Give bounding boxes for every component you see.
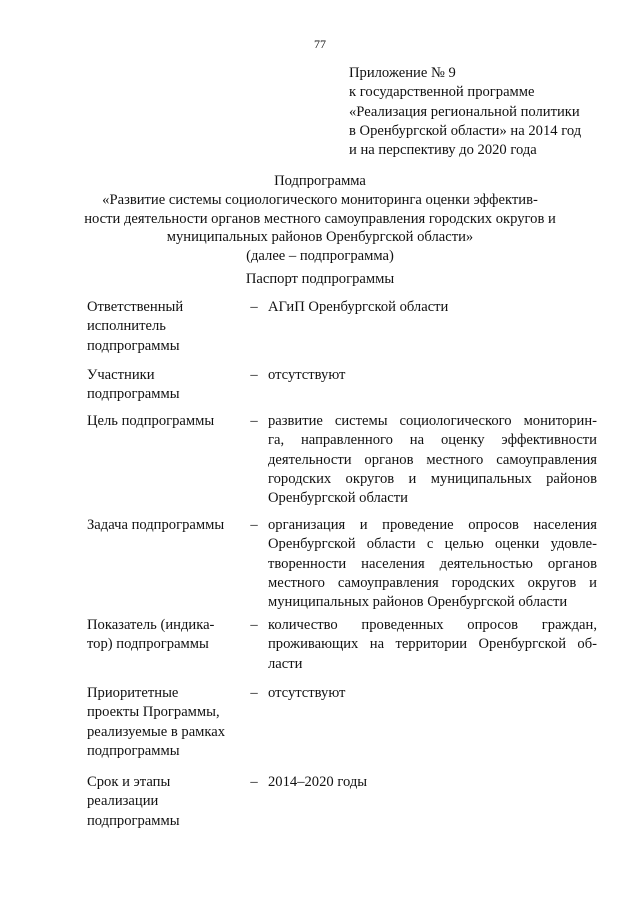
value-line: отсутствуют bbox=[268, 685, 346, 701]
row-dash: – bbox=[250, 517, 258, 533]
heading-line: «Развитие системы социологического мониторинга оценки эффектив- bbox=[102, 191, 538, 208]
row-value bbox=[268, 684, 597, 703]
value-line: городских округов и муниципальных районов bbox=[268, 470, 597, 487]
label-line: проекты Программы, bbox=[87, 704, 220, 721]
appendix-line: в Оренбургской области» на 2014 год bbox=[349, 122, 582, 139]
appendix-line: и на перспективу до 2020 года bbox=[349, 142, 537, 159]
label-line: Цель подпрограммы bbox=[87, 413, 215, 429]
label-line: Приоритетные bbox=[87, 685, 179, 701]
label-line: подпрограммы bbox=[87, 386, 180, 403]
value-line: ласти bbox=[268, 655, 303, 672]
label-line: подпрограммы bbox=[87, 742, 180, 759]
row-dash: – bbox=[250, 367, 258, 383]
value-line: деятельности органов местного самоуправления bbox=[268, 451, 597, 468]
heading-line: Подпрограмма bbox=[274, 173, 366, 189]
heading-line: ности деятельности органов местного самоуправления городских округов и bbox=[84, 210, 556, 227]
label-line: Показатель (индика- bbox=[87, 617, 215, 633]
heading-line: (далее – подпрограмма) bbox=[246, 248, 394, 265]
label-line: тор) подпрограммы bbox=[87, 636, 209, 653]
value-line: муниципальных районов Оренбургской области bbox=[268, 594, 568, 611]
label-line: реализации bbox=[87, 793, 159, 810]
value-line: Оренбургской области bbox=[268, 490, 408, 507]
page-number: 77 bbox=[314, 37, 326, 51]
row-label bbox=[87, 412, 247, 431]
appendix-line: к государственной программе bbox=[349, 84, 535, 101]
label-line: подпрограммы bbox=[87, 812, 180, 829]
value-line: отсутствуют bbox=[268, 367, 346, 383]
row-value bbox=[268, 366, 597, 385]
label-line: исполнитель bbox=[87, 318, 166, 335]
row-value bbox=[268, 516, 597, 612]
row-dash: – bbox=[250, 617, 258, 633]
heading-line: муниципальных районов Оренбургской области» bbox=[166, 229, 474, 246]
value-line: Оренбургской области с целью оценки удовле- bbox=[268, 536, 597, 553]
value-line: 2014–2020 годы bbox=[268, 774, 368, 790]
value-line: АГиП Оренбургской области bbox=[268, 299, 449, 315]
appendix-line: «Реализация региональной политики bbox=[349, 103, 580, 120]
appendix-note bbox=[349, 64, 629, 160]
passport-title: Паспорт подпрограммы bbox=[245, 271, 395, 287]
row-label bbox=[87, 298, 247, 356]
row-label bbox=[87, 616, 247, 655]
label-line: Срок и этапы bbox=[87, 774, 171, 790]
row-dash: – bbox=[250, 774, 258, 790]
value-line: организация и проведение опросов населения bbox=[268, 517, 597, 533]
label-line: Задача подпрограммы bbox=[87, 517, 225, 533]
label-line: Ответственный bbox=[87, 299, 184, 315]
label-line: реализуемые в рамках bbox=[87, 723, 226, 740]
label-line: подпрограммы bbox=[87, 337, 180, 354]
row-value bbox=[268, 298, 597, 317]
value-line: проживающих на территории Оренбургской об- bbox=[268, 636, 597, 653]
value-line: количество проведенных опросов граждан, bbox=[268, 617, 597, 633]
row-value bbox=[268, 616, 597, 674]
row-value bbox=[268, 773, 597, 792]
subprogram-heading bbox=[60, 172, 580, 266]
row-dash: – bbox=[250, 299, 258, 315]
row-label bbox=[87, 366, 247, 405]
appendix-line: Приложение № 9 bbox=[349, 65, 456, 81]
row-dash: – bbox=[250, 413, 258, 429]
row-label bbox=[87, 684, 247, 761]
row-dash: – bbox=[250, 685, 258, 701]
row-label bbox=[87, 773, 247, 831]
label-line: Участники bbox=[87, 367, 155, 383]
value-line: развитие системы социологического мониторин- bbox=[268, 413, 597, 429]
value-line: га, направленного на оценку эффективности bbox=[268, 432, 597, 449]
value-line: местного самоуправления городских округов и bbox=[268, 574, 597, 591]
value-line: творенности населения деятельностью органов bbox=[268, 555, 597, 572]
row-value bbox=[268, 412, 597, 508]
row-label bbox=[87, 516, 247, 535]
